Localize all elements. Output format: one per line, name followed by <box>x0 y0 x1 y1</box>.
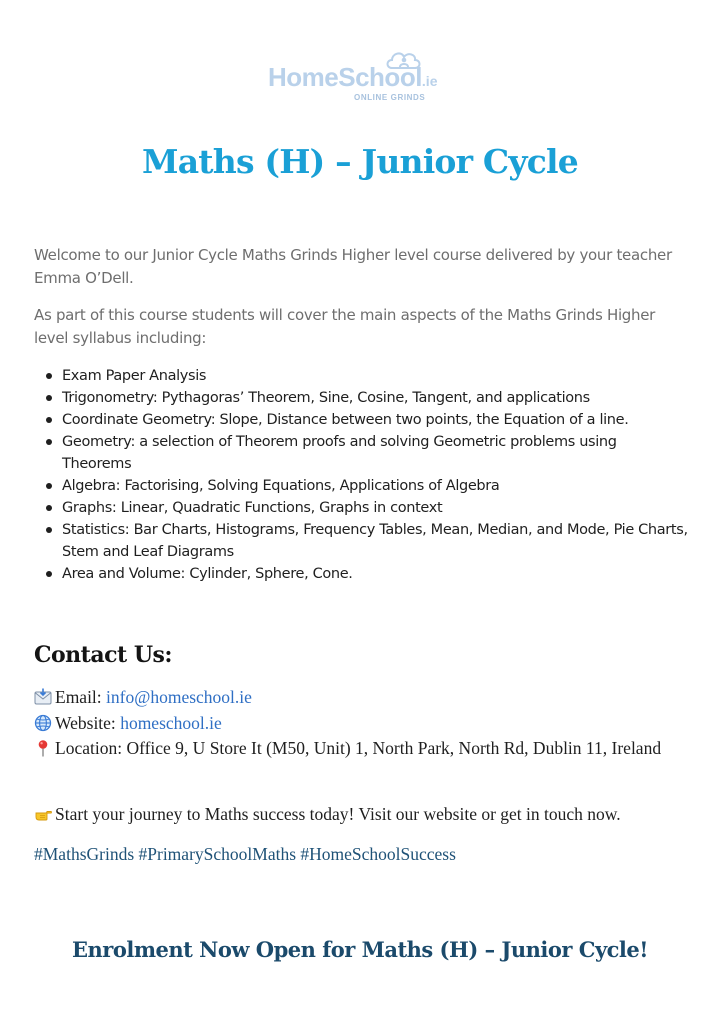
logo-word-school: School <box>338 62 422 92</box>
syllabus-list <box>34 365 690 585</box>
contact-heading: Contact Us: <box>34 642 173 668</box>
list-item <box>34 475 690 497</box>
website-label: Website: <box>55 712 116 733</box>
list-item-text: Area and Volume: Cylinder, Sphere, Cone. <box>62 566 353 582</box>
logo-word-home: Home <box>268 62 339 92</box>
hashtags[interactable]: #MathsGrinds #PrimarySchoolMaths #HomeSchoolSuccess <box>34 844 456 864</box>
list-item-text: Exam Paper Analysis <box>62 368 207 384</box>
list-item-text: Graphs: Linear, Quadratic Functions, Graphs in context <box>62 500 443 516</box>
bullet-icon <box>46 439 52 445</box>
cta-text: Start your journey to Maths success today! Visit our website or get in touch now. <box>55 804 621 824</box>
intro-paragraph-2: As part of this course students will cover the main aspects of the Maths Grinds Higher level syllabus including: <box>34 306 656 347</box>
bullet-icon <box>46 417 52 423</box>
intro-paragraph-1: Welcome to our Junior Cycle Maths Grinds Higher level course delivered by your teacher Emma O’Dell. <box>34 246 672 287</box>
bullet-icon <box>46 483 52 489</box>
logo-tagline: ONLINE GRINDS <box>354 93 426 102</box>
list-item <box>34 497 690 519</box>
call-to-action <box>34 802 694 827</box>
page-title: Maths (H) – Junior Cycle <box>142 142 578 181</box>
email-label: Email: <box>55 687 102 707</box>
homeschool-logo[interactable] <box>268 46 448 104</box>
pointing-hand-icon <box>34 805 52 823</box>
pin-icon <box>34 739 52 757</box>
bullet-icon <box>46 571 52 577</box>
globe-icon <box>34 714 52 732</box>
bullet-icon <box>46 505 52 511</box>
email-link[interactable]: info@homeschool.ie <box>106 687 252 707</box>
location-value: Office 9, U Store It (M50, Unit) 1, North Park, North Rd, Dublin 11, Ireland <box>126 738 662 758</box>
list-item <box>34 365 690 387</box>
location-label: Location: <box>55 738 123 758</box>
list-item-text: Statistics: Bar Charts, Histograms, Frequency Tables, Mean, Median, and Mode, Pie Charts, Stem and Leaf Diagrams <box>62 522 688 560</box>
list-item-text: Geometry: a selection of Theorem proofs and solving Geometric problems using Theorems <box>62 434 617 472</box>
list-item-text: Coordinate Geometry: Slope, Distance between two points, the Equation of a line. <box>62 412 629 428</box>
bullet-icon <box>46 373 52 379</box>
list-item <box>34 431 690 475</box>
list-item-text: Trigonometry: Pythagoras’ Theorem, Sine, Cosine, Tangent, and applications <box>62 390 590 406</box>
bullet-icon <box>46 527 52 533</box>
website-link[interactable]: homeschool.ie <box>120 712 222 733</box>
contact-location-line <box>34 736 686 762</box>
list-item <box>34 563 690 585</box>
contact-details <box>34 685 686 762</box>
envelope-icon <box>34 688 52 706</box>
enrolment-banner: Enrolment Now Open for Maths (H) – Junior Cycle! <box>72 937 648 962</box>
list-item-text: Algebra: Factorising, Solving Equations, Applications of Algebra <box>62 478 500 494</box>
bullet-icon <box>46 395 52 401</box>
list-item <box>34 387 690 409</box>
list-item <box>34 409 690 431</box>
logo-word-ie: .ie <box>421 73 438 89</box>
contact-email-line <box>34 685 686 711</box>
logo-wordmark <box>268 62 438 96</box>
contact-website-line <box>34 711 686 737</box>
list-item <box>34 519 690 563</box>
